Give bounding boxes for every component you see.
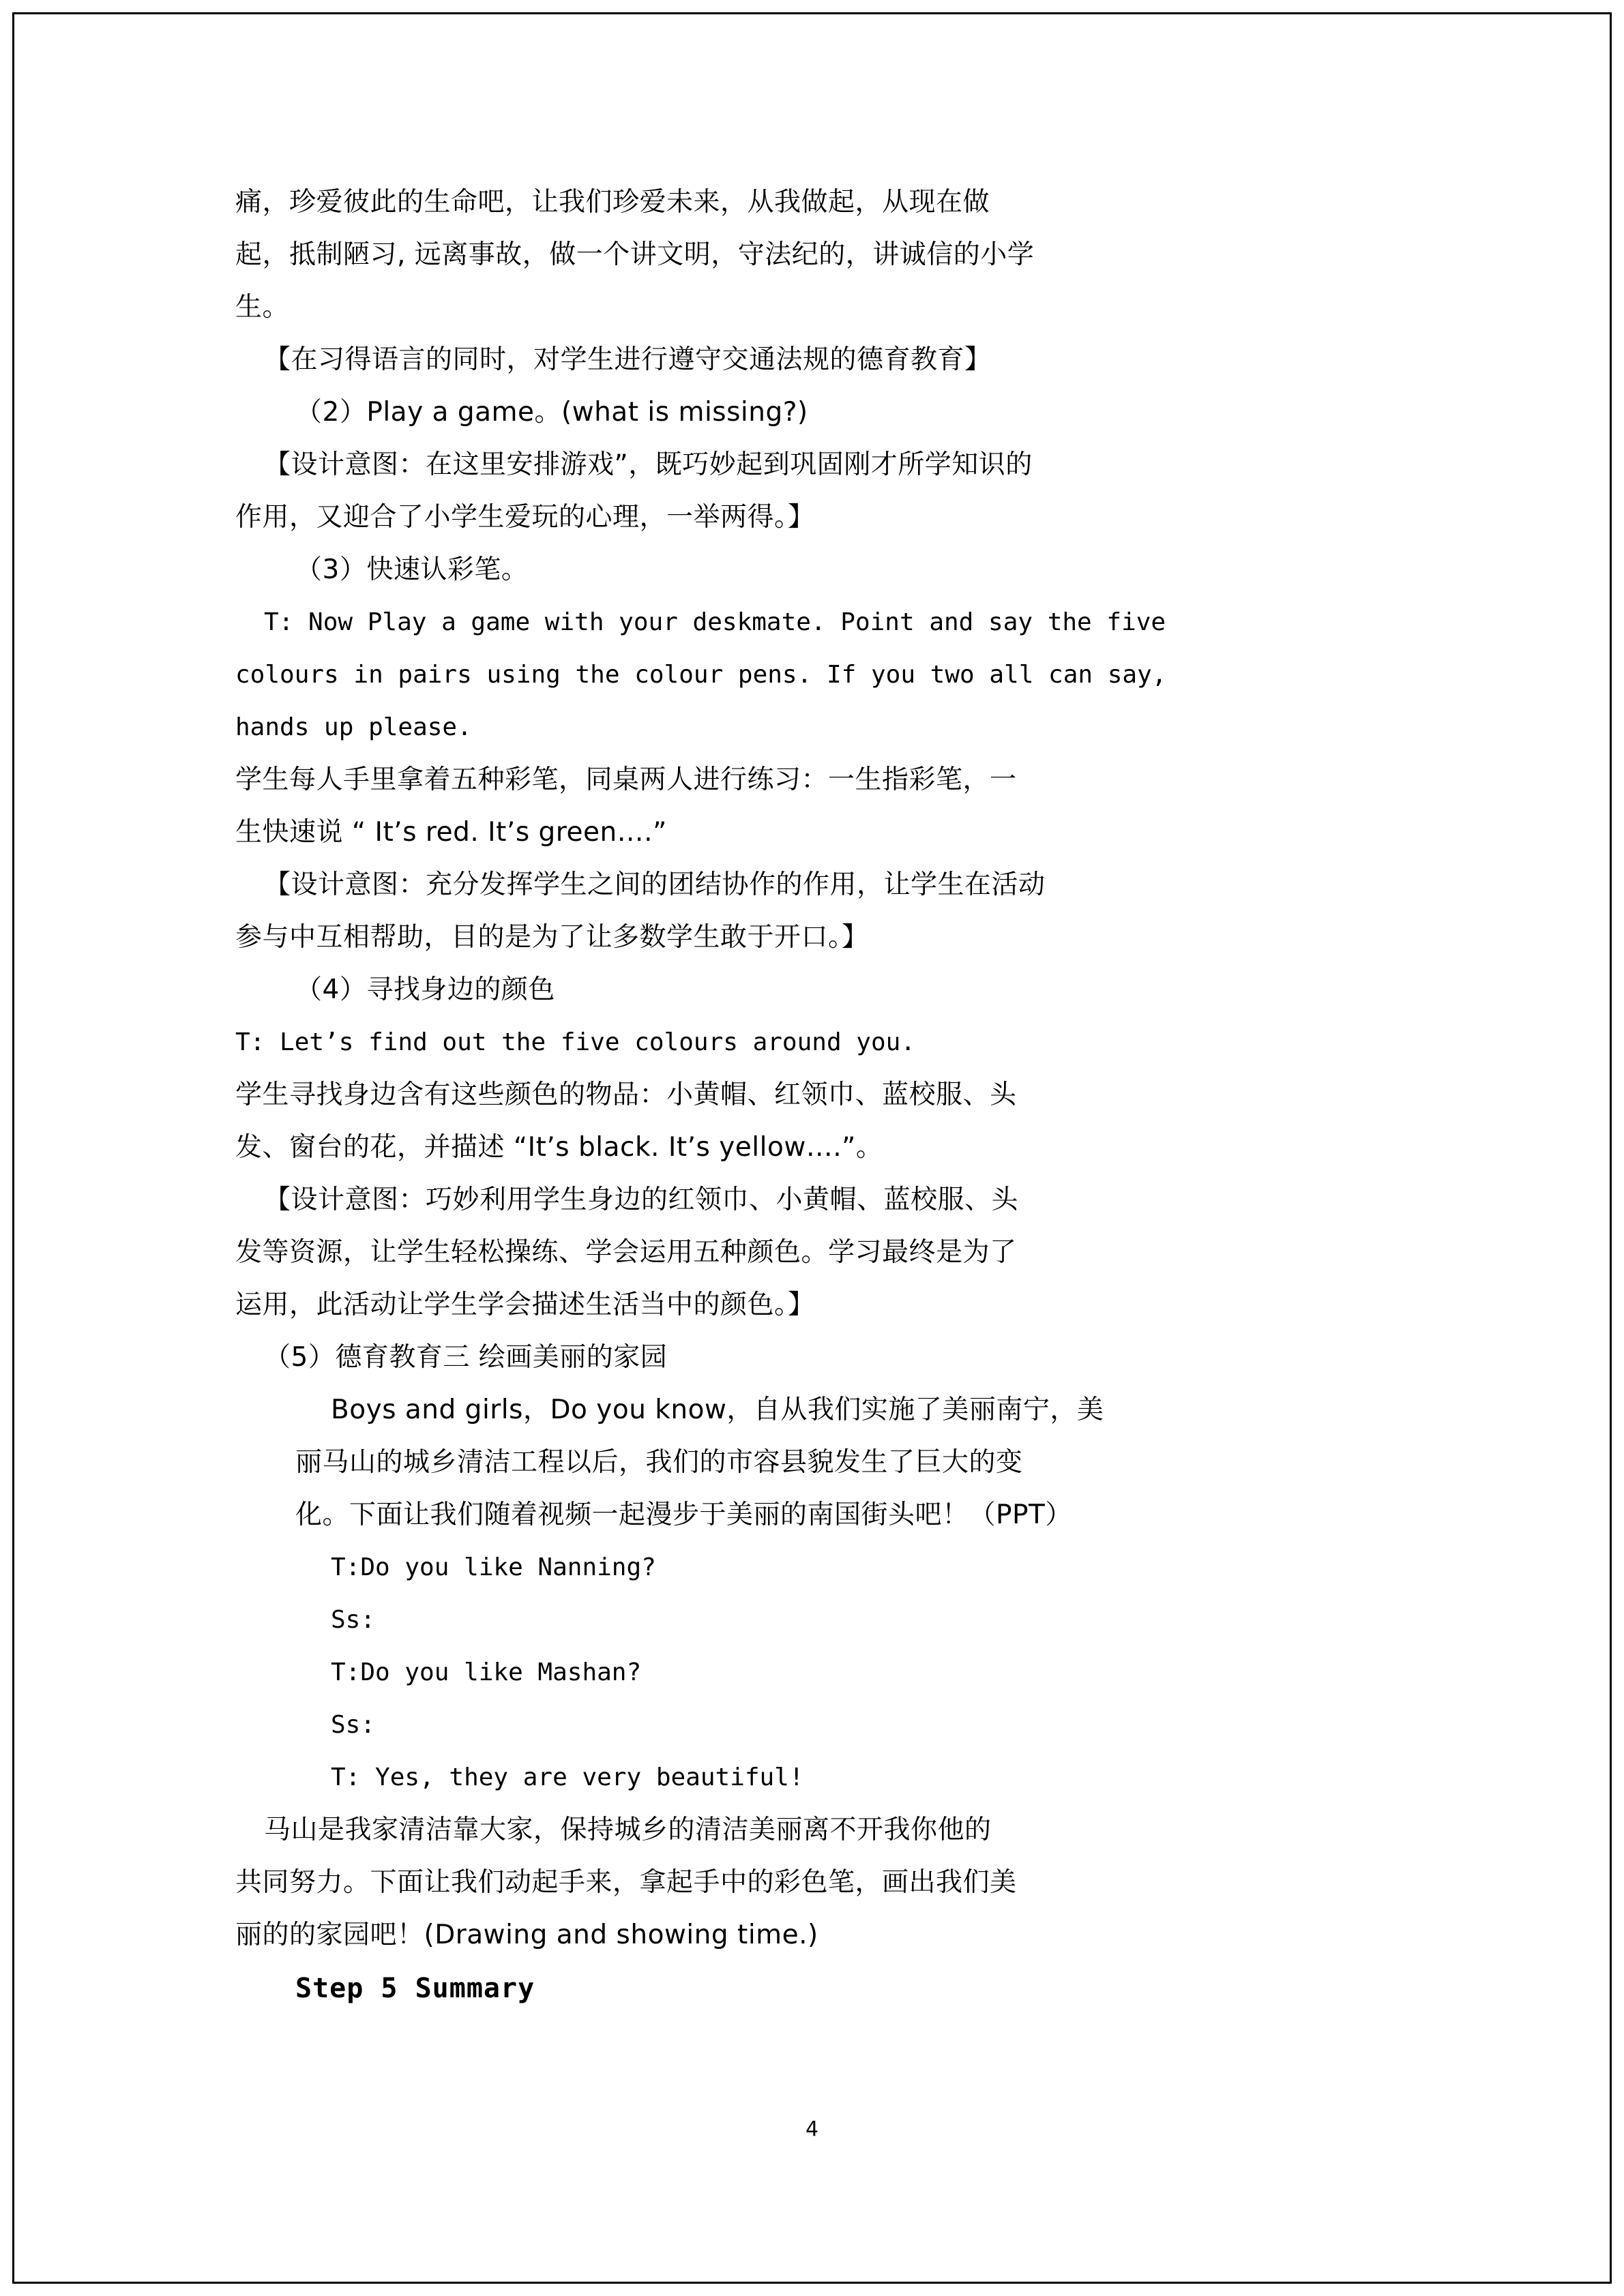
text-line: 丽的的家园吧！(Drawing and showing time.) <box>235 1920 818 1950</box>
text-line: （3）快速认彩笔。 <box>295 554 529 585</box>
text-line: （5）德育教育三 绘画美丽的家园 <box>264 1342 668 1373</box>
text-line: 生快速说 “ It’s red. It’s green….” <box>235 817 667 848</box>
page-number: 4 <box>805 2117 819 2141</box>
text-line: 【设计意图：充分发挥学生之间的团结协作的作用，让学生在活动 <box>264 869 1046 900</box>
text-line: colours in pairs using the colour pens. If you two all can say, <box>235 661 1167 689</box>
text-line: 发等资源，让学生轻松操练、学会运用五种颜色。学习最终是为了 <box>235 1237 1017 1268</box>
text-line: Ss: <box>331 1606 376 1634</box>
text-line: 学生寻找身边含有这些颜色的物品：小黄帽、红领巾、蓝校服、头 <box>235 1079 1017 1110</box>
text-line: 参与中互相帮助，目的是为了让多数学生敢于开口。】 <box>235 922 869 953</box>
text-line: 发、窗台的花，并描述 “It’s black. It’s yellow….”。 <box>235 1132 883 1163</box>
text-line: 马山是我家清洁靠大家，保持城乡的清洁美丽离不开我你他的 <box>264 1815 992 1845</box>
text-line: 化。下面让我们随着视频一起漫步于美丽的南国街头吧！（PPT） <box>295 1500 1072 1530</box>
text-line: 作用，又迎合了小学生爱玩的心理，一举两得。】 <box>235 502 815 533</box>
text-line: T: Now Play a game with your deskmate. Point and say the five <box>264 608 1166 636</box>
text-line: 【在习得语言的同时，对学生进行遵守交通法规的德育教育】 <box>264 344 992 375</box>
text-line: 【设计意图：巧妙利用学生身边的红领巾、小黄帽、蓝校服、头 <box>264 1184 1019 1215</box>
text-line: T: Yes, they are very beautiful! <box>331 1763 804 1791</box>
text-line: T: Let’s find out the five colours around you. <box>235 1028 915 1056</box>
text-line: 运用，此活动让学生学会描述生活当中的颜色。】 <box>235 1289 815 1320</box>
document-body <box>235 176 1395 2016</box>
text-line: 痛，珍爱彼此的生命吧，让我们珍爱未来，从我做起，从现在做 <box>235 187 990 218</box>
section-heading-step-5: Step 5 Summary <box>295 1973 535 2004</box>
text-line: 共同努力。下面让我们动起手来，拿起手中的彩色笔，画出我们美 <box>235 1867 1017 1898</box>
text-line: （2）Play a game。(what is missing?) <box>295 397 808 428</box>
text-line: hands up please. <box>235 713 472 741</box>
text-line: 【设计意图：在这里安排游戏”，既巧妙起到巩固刚才所学知识的 <box>264 449 1033 480</box>
text-line: Boys and girls，Do you know，自从我们实施了美丽南宁，美 <box>331 1395 1104 1425</box>
text-line: T:Do you like Mashan? <box>331 1658 642 1686</box>
text-line: （4）寻找身边的颜色 <box>295 974 555 1005</box>
text-line: T:Do you like Nanning? <box>331 1553 656 1581</box>
text-line: 生。 <box>235 292 290 323</box>
text-line: Ss: <box>331 1711 376 1739</box>
text-line: 丽马山的城乡清洁工程以后，我们的市容县貌发生了巨大的变 <box>295 1447 1023 1478</box>
text-line: 学生每人手里拿着五种彩笔，同桌两人进行练习：一生指彩笔，一 <box>235 764 1017 795</box>
text-line: 起，抵制陋习, 远离事故，做一个讲文明，守法纪的，讲诚信的小学 <box>235 239 1035 270</box>
